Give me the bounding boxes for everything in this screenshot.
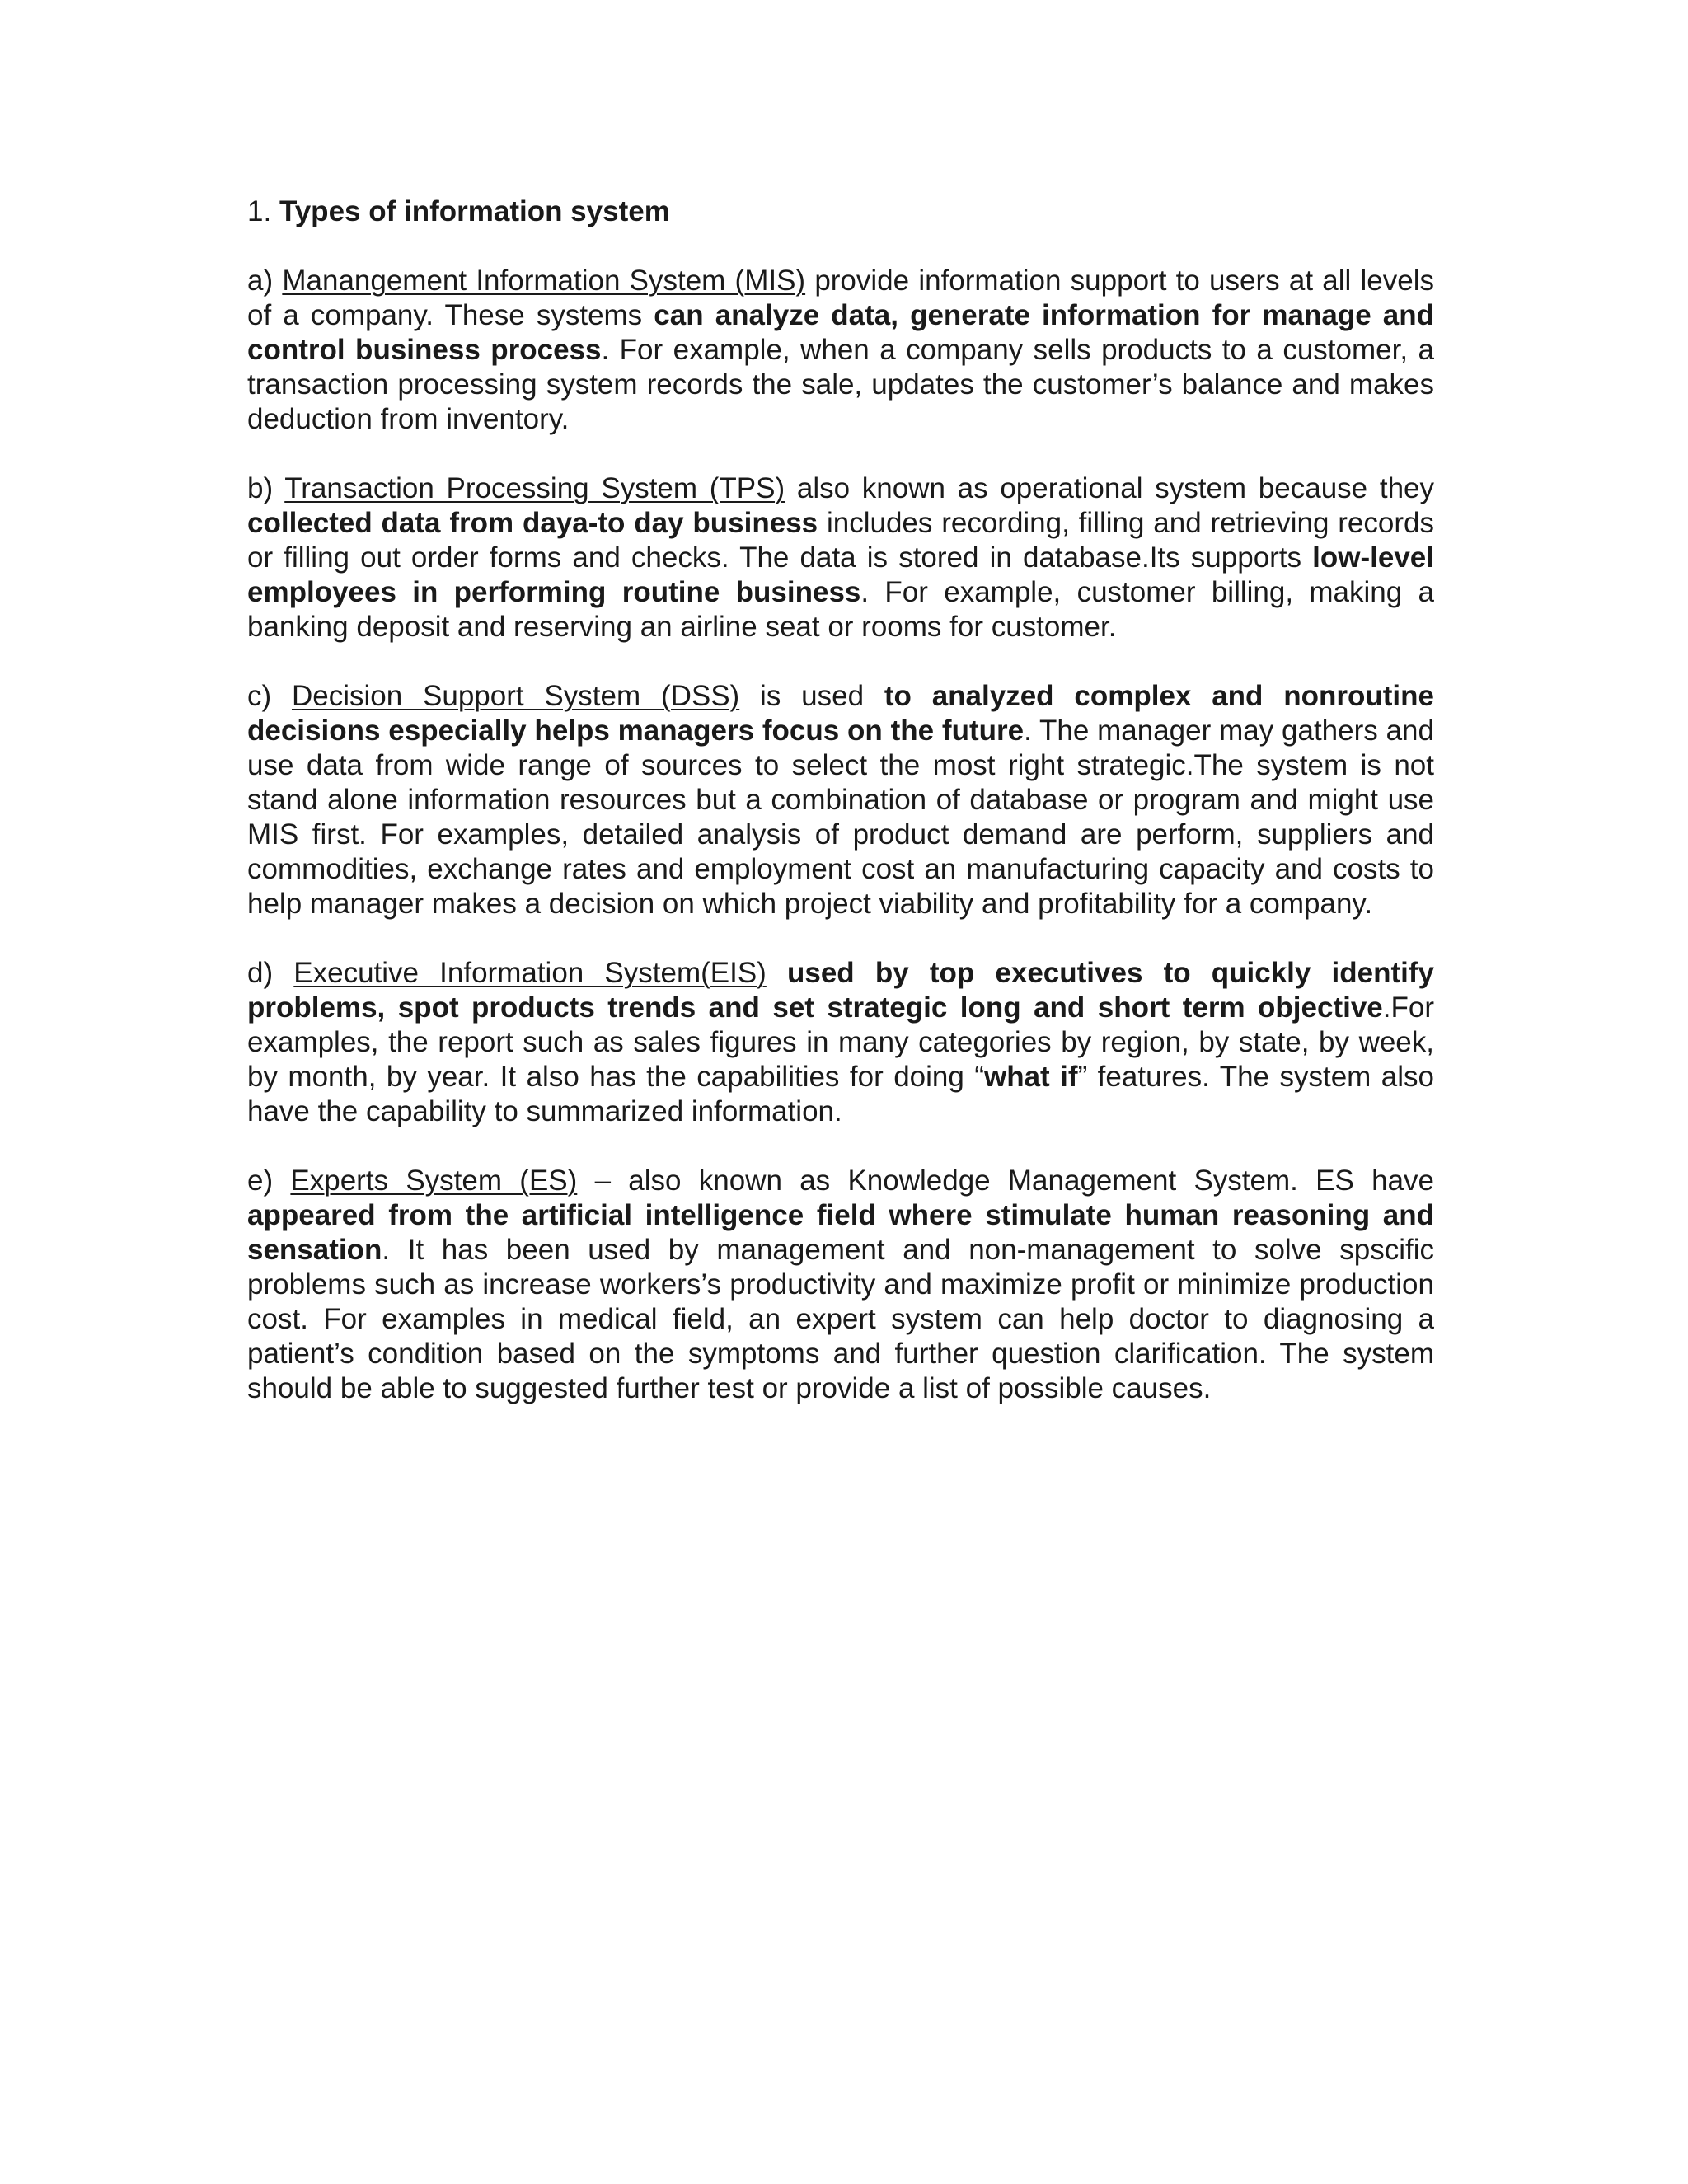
term-eis: Executive Information System(EIS) — [293, 957, 767, 989]
bold-segment: what if — [983, 1061, 1078, 1093]
heading-title: Types of information system — [279, 195, 670, 227]
term-es: Experts System (ES) — [290, 1165, 578, 1197]
text-segment: . For example, when a company sells products to a customer, a transaction processing system records the sale, updates the customer’s balance and makes deduction from inventory. — [247, 334, 1434, 435]
paragraph-dss — [247, 679, 1434, 921]
paragraph-label: c) — [247, 680, 272, 712]
text-segment: – also known as Knowledge Management System. ES have — [577, 1165, 1435, 1197]
text-segment: provide information support to users at all levels of a company. These systems — [247, 265, 1434, 331]
section-heading — [247, 194, 1434, 229]
text-segment: is used — [739, 680, 884, 712]
text-segment: . For example, customer billing, making a banking deposit and reserving an airline seat or rooms for customer. — [247, 576, 1434, 643]
paragraph-label: d) — [247, 957, 274, 989]
text-segment: . It has been used by management and non-management to solve spscific problems such as increase workers’s productivity and maximize profit or minimize production cost. For examples in medical field, an expert system can help doctor to diagnosing a patient’s condition based on the symptoms and further question clarification. The system should be able to suggested further test or provide a list of possible causes. — [247, 1234, 1434, 1404]
term-tps: Transaction Processing System (TPS) — [284, 472, 785, 504]
text-segment: also known as operational system because they — [785, 472, 1434, 504]
paragraph-label: b) — [247, 472, 274, 504]
text-segment — [767, 957, 787, 989]
paragraph-eis — [247, 956, 1434, 1129]
text-segment: ” features. The system also have the capability to summarized information. — [247, 1061, 1435, 1127]
bold-segment: to analyzed complex and nonroutine decisions especially helps managers focus on the future — [247, 680, 1434, 747]
text-segment: .For examples, the report such as sales figures in many categories by region, by state, by week, by month, by year. It also has the capabilities for doing “ — [247, 991, 1434, 1093]
bold-segment: can analyze data, generate information for manage and control business process — [247, 299, 1434, 366]
paragraph-es — [247, 1164, 1434, 1406]
heading-number: 1. — [247, 195, 272, 227]
bold-segment: used by top executives to quickly identify problems, spot products trends and set strategic long and short term objective — [247, 957, 1434, 1024]
bold-segment: appeared from the artificial intelligence field where stimulate human reasoning and sensation — [247, 1199, 1434, 1266]
term-dss: Decision Support System (DSS) — [291, 680, 740, 712]
paragraph-mis — [247, 264, 1434, 437]
paragraph-tps — [247, 471, 1434, 644]
bold-segment: low-level employees in performing routine business — [247, 541, 1434, 608]
bold-segment: collected data from daya-to day business — [247, 507, 818, 539]
text-segment: . The manager may gathers and use data from wide range of sources to select the most right strategic.The system is not stand alone information resources but a combination of database or program and might use MIS first. For examples, detailed analysis of product demand are perform, suppliers and commodities, exchange rates and employment cost an manufacturing capacity and costs to help manager makes a decision on which project viability and profitability for a company. — [247, 715, 1434, 920]
document-page — [247, 194, 1434, 1441]
paragraph-label: e) — [247, 1165, 274, 1197]
text-segment: includes recording, filling and retrieving records or filling out order forms and checks. The data is stored in database.Its supports — [247, 507, 1434, 574]
term-mis: Manangement Information System (MIS) — [282, 265, 806, 297]
paragraph-label: a) — [247, 265, 274, 297]
